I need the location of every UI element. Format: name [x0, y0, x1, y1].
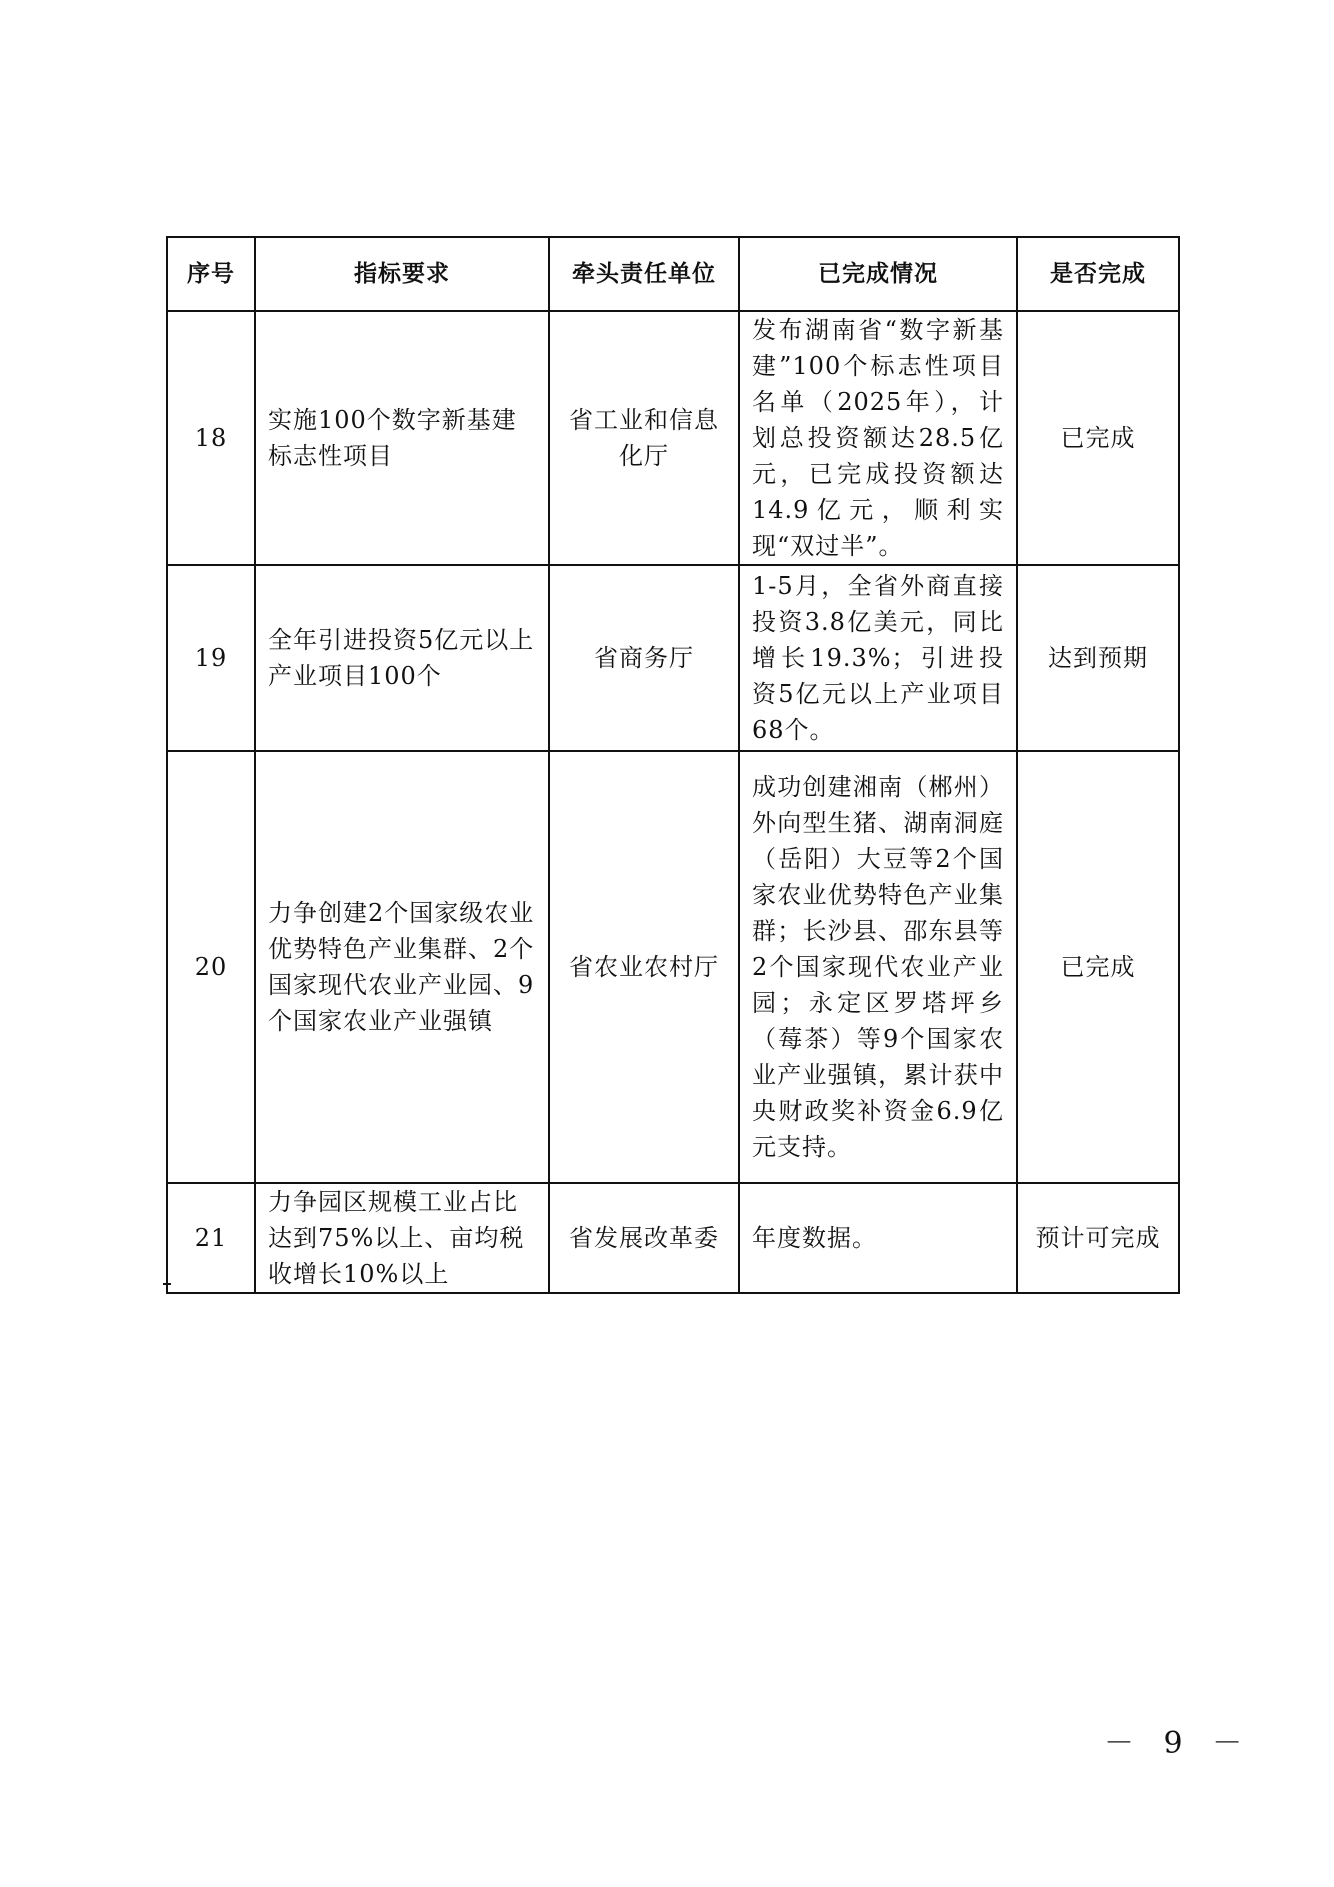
row-requirement: 实施100个数字新基建标志性项目	[255, 311, 549, 565]
row-status: 达到预期	[1017, 565, 1179, 751]
row-index: 18	[167, 311, 255, 565]
row-requirement: 全年引进投资5亿元以上产业项目100个	[255, 565, 549, 751]
row-index: 20	[167, 751, 255, 1183]
row-progress: 1-5月，全省外商直接投资3.8亿美元，同比增长19.3%；引进投资5亿元以上产业项目68个。	[739, 565, 1017, 751]
header-index: 序号	[167, 237, 255, 311]
row-progress: 发布湖南省“数字新基建”100个标志性项目名单（2025年），计划总投资额达28.5亿元，已完成投资额达14.9亿元，顺利实现“双过半”。	[739, 311, 1017, 565]
row-lead-unit: 省发展改革委	[549, 1183, 739, 1293]
row-lead-unit: 省商务厅	[549, 565, 739, 751]
header-lead-unit: 牵头责任单位	[549, 237, 739, 311]
table-row	[167, 1183, 1179, 1293]
table-header-row	[167, 237, 1179, 311]
row-progress: 成功创建湘南（郴州）外向型生猪、湖南洞庭（岳阳）大豆等2个国家农业优势特色产业集群；长沙县、邵东县等2个国家现代农业产业园；永定区罗塔坪乡（莓茶）等9个国家农业产业强镇，累计获中央财政奖补资金6.9亿元支持。	[739, 751, 1017, 1183]
completion-table	[166, 236, 1180, 1294]
row-index: 21	[167, 1183, 255, 1293]
row-status: 预计可完成	[1017, 1183, 1179, 1293]
page-number: － 9 －	[1104, 1726, 1253, 1761]
table-row	[167, 311, 1179, 565]
row-lead-unit: 省工业和信息化厅	[549, 311, 739, 565]
row-requirement: 力争园区规模工业占比达到75%以上、亩均税收增长10%以上	[255, 1183, 549, 1293]
row-status: 已完成	[1017, 311, 1179, 565]
header-progress: 已完成情况	[739, 237, 1017, 311]
table-corner-mark	[163, 1283, 171, 1285]
header-status: 是否完成	[1017, 237, 1179, 311]
table-row	[167, 751, 1179, 1183]
row-lead-unit: 省农业农村厅	[549, 751, 739, 1183]
table-row	[167, 565, 1179, 751]
row-requirement: 力争创建2个国家级农业优势特色产业集群、2个国家现代农业产业园、9个国家农业产业强镇	[255, 751, 549, 1183]
row-progress: 年度数据。	[739, 1183, 1017, 1293]
header-requirement: 指标要求	[255, 237, 549, 311]
row-index: 19	[167, 565, 255, 751]
row-status: 已完成	[1017, 751, 1179, 1183]
